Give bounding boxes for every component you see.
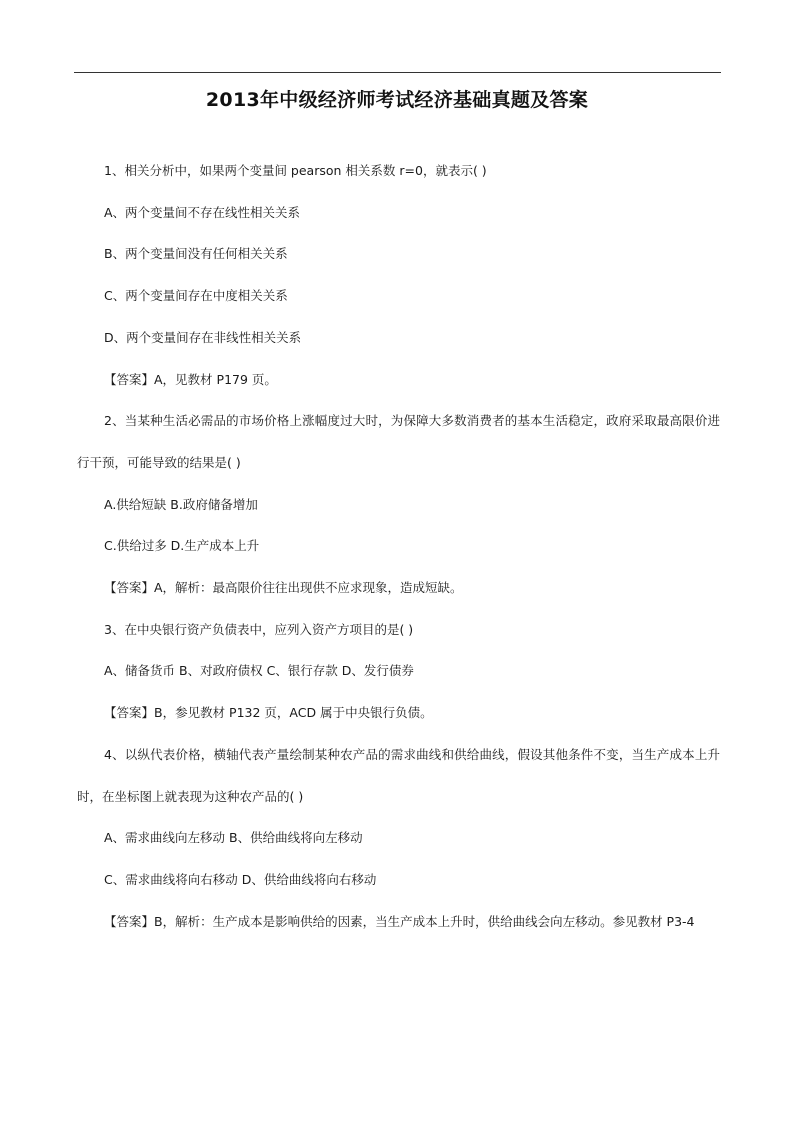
document-body xyxy=(77,150,720,942)
question-1: 1、相关分析中，如果两个变量间 pearson 相关系数 r=0，就表示( ) xyxy=(104,163,487,178)
question-4: 4、以纵代表价格，横轴代表产量绘制某种农产品的需求曲线和供给曲线，假设其他条件不变，当生产成本上升时，在坐标图上就表现为这种农产品的( ) xyxy=(77,746,720,804)
header-rule xyxy=(74,72,721,73)
question-1-option-c: C、两个变量间存在中度相关关系 xyxy=(104,288,288,304)
page-title: 2013年中级经济师考试经济基础真题及答案 xyxy=(205,89,589,111)
question-3: 3、在中央银行资产负债表中，应列入资产方项目的是( ) xyxy=(104,621,414,637)
question-2-options-ab: A.供给短缺 B.政府储备增加 xyxy=(104,496,258,512)
question-2-options-cd: C.供给过多 D.生产成本上升 xyxy=(104,538,260,554)
question-1-option-a: A、两个变量间不存在线性相关关系 xyxy=(104,204,301,220)
question-4-options-cd: C、需求曲线将向右移动 D、供给曲线将向右移动 xyxy=(104,871,377,887)
question-2-answer: 【答案】A，解析：最高限价往往出现供不应求现象，造成短缺。 xyxy=(104,580,463,596)
question-3-options: A、储备货币 B、对政府债权 C、银行存款 D、发行债券 xyxy=(104,663,414,679)
question-4-options-ab: A、需求曲线向左移动 B、供给曲线将向左移动 xyxy=(104,830,363,846)
question-3-answer: 【答案】B，参见教材 P132 页，ACD 属于中央银行负债。 xyxy=(104,705,433,721)
question-1-option-b: B、两个变量间没有任何相关关系 xyxy=(104,246,288,262)
question-1-option-d: D、两个变量间存在非线性相关关系 xyxy=(104,329,302,345)
question-2: 2、当某种生活必需品的市场价格上涨幅度过大时，为保障大多数消费者的基本生活稳定，政府采取最高限价进行干预，可能导致的结果是( ) xyxy=(77,413,720,470)
question-1-answer: 【答案】A，见教材 P179 页。 xyxy=(104,371,277,387)
question-4-answer: 【答案】B，解析：生产成本是影响供给的因素，当生产成本上升时，供给曲线会向左移动。参见教材 P3-4 xyxy=(104,913,695,929)
